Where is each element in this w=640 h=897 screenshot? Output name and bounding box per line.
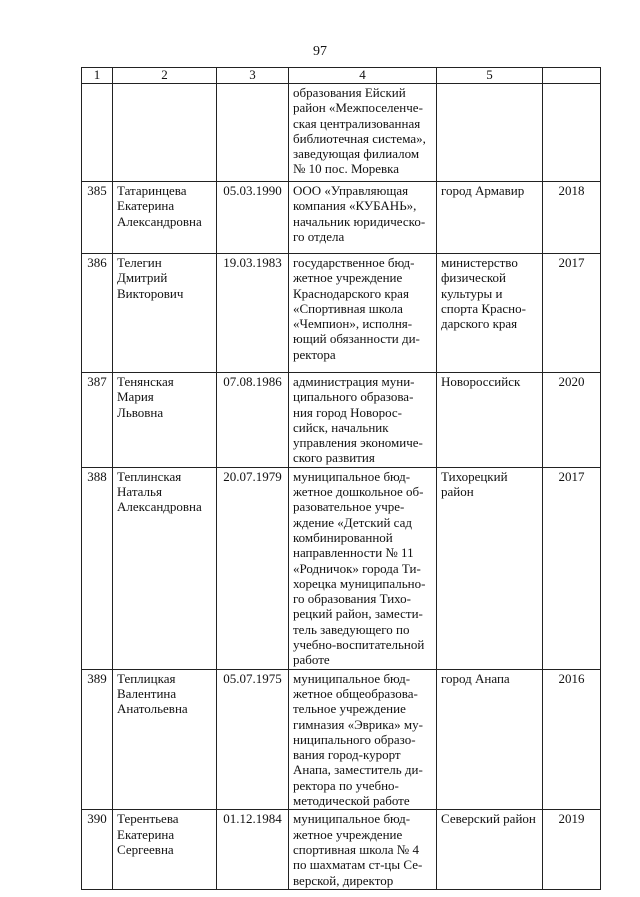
cell-place (437, 84, 543, 182)
cell-name: Тенянская Мария Львовна (113, 373, 217, 468)
registry-table (81, 67, 601, 890)
cell-dob: 19.03.1983 (217, 254, 289, 373)
header-col-3: 3 (217, 68, 289, 84)
header-col-6 (543, 68, 601, 84)
header-col-4: 4 (289, 68, 437, 84)
cell-year: 2017 (543, 467, 601, 669)
cell-position: образования Ейский район «Межпоселенче- ская централизованная библиотечная система», заведующая филиалом № 10 пос. Моревка (289, 84, 437, 182)
table-row (82, 810, 601, 889)
table-row-continuation (82, 84, 601, 182)
cell-position: муниципальное бюд- жетное учреждение спортивная школа № 4 по шахматам ст-цы Се- верской, директор (289, 810, 437, 889)
cell-num: 389 (82, 669, 113, 810)
cell-year: 2019 (543, 810, 601, 889)
cell-position: ООО «Управляющая компания «КУБАНЬ», начальник юридическо- го отдела (289, 182, 437, 254)
cell-num: 388 (82, 467, 113, 669)
cell-position: муниципальное бюд- жетное общеобразова- тельное учреждение гимназия «Эврика» му- ниципального образо- вания город-курорт Анапа, заместитель ди- ректора по учебно- методической работе (289, 669, 437, 810)
cell-position: государственное бюд- жетное учреждение Краснодарского края «Спортивная школа «Чемпион», исполня- ющий обязанности ди- ректора (289, 254, 437, 373)
cell-num: 385 (82, 182, 113, 254)
table-row (82, 669, 601, 810)
table-row (82, 182, 601, 254)
cell-dob: 05.07.1975 (217, 669, 289, 810)
table-row (82, 254, 601, 373)
cell-dob: 01.12.1984 (217, 810, 289, 889)
table-row (82, 467, 601, 669)
cell-place: город Армавир (437, 182, 543, 254)
cell-dob: 05.03.1990 (217, 182, 289, 254)
cell-name: Телегин Дмитрий Викторович (113, 254, 217, 373)
header-col-2: 2 (113, 68, 217, 84)
cell-place: город Анапа (437, 669, 543, 810)
table-row (82, 373, 601, 468)
cell-num (82, 84, 113, 182)
cell-name: Терентьева Екатерина Сергеевна (113, 810, 217, 889)
page-number: 97 (313, 44, 327, 59)
cell-name (113, 84, 217, 182)
cell-position: администрация муни- ципального образова- ния город Новорос- сийск, начальник управления экономиче- ского развития (289, 373, 437, 468)
cell-place: Северский район (437, 810, 543, 889)
cell-year: 2020 (543, 373, 601, 468)
cell-name: Татаринцева Екатерина Александровна (113, 182, 217, 254)
cell-dob (217, 84, 289, 182)
cell-name: Теплицкая Валентина Анатольевна (113, 669, 217, 810)
cell-dob: 07.08.1986 (217, 373, 289, 468)
cell-year (543, 84, 601, 182)
cell-year: 2018 (543, 182, 601, 254)
cell-name: Теплинская Наталья Александровна (113, 467, 217, 669)
cell-num: 386 (82, 254, 113, 373)
cell-place: Новороссийск (437, 373, 543, 468)
header-col-5: 5 (437, 68, 543, 84)
cell-dob: 20.07.1979 (217, 467, 289, 669)
cell-num: 390 (82, 810, 113, 889)
table-header-row (82, 68, 601, 84)
cell-year: 2017 (543, 254, 601, 373)
cell-num: 387 (82, 373, 113, 468)
cell-place: министерство физической культуры и спорта Красно- дарского края (437, 254, 543, 373)
cell-year: 2016 (543, 669, 601, 810)
cell-position: муниципальное бюд- жетное дошкольное об- разовательное учре- ждение «Детский сад комбинированной направленности № 11 «Родничок» города Ти- хорецка муниципально- го образования Тихо- рецкий район, замести- тель заведующего по учебно-воспитательной работе (289, 467, 437, 669)
cell-place: Тихорецкий район (437, 467, 543, 669)
header-col-1: 1 (82, 68, 113, 84)
